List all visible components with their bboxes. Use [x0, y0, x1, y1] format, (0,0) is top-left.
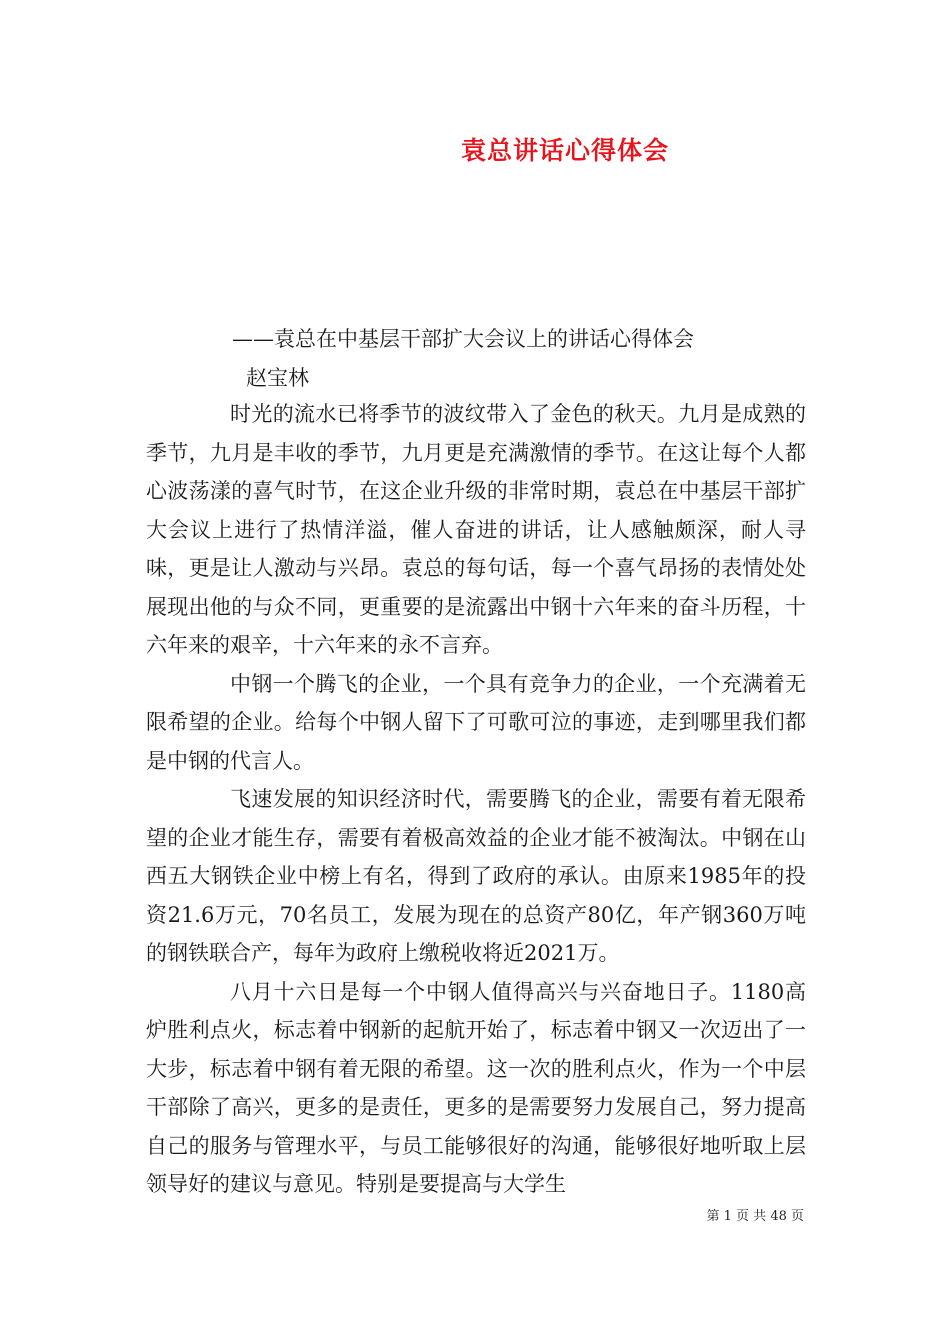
document-body: [146, 395, 806, 1204]
document-subtitle: ——袁总在中基层干部扩大会议上的讲话心得体会: [232, 327, 694, 351]
document-title: 袁总讲话心得体会: [460, 136, 669, 165]
body-paragraph: 中钢一个腾飞的企业，一个具有竞争力的企业，一个充满着无限希望的企业。给每个中钢人留下了可歌可泣的事迹，走到哪里我们都是中钢的代言人。: [146, 671, 806, 773]
author-name: 赵宝林: [246, 366, 309, 390]
body-paragraph: 飞速发展的知识经济时代，需要腾飞的企业，需要有着无限希望的企业才能生存，需要有着极高效益的企业才能不被淘汰。中钢在山西五大钢铁企业中榜上有名，得到了政府的承认。由原来1985年的投资21.6万元，70名员工，发展为现在的总资产80亿，年产钢360万吨的钢铁联合产，每年为政府上缴税收将近2021万。: [146, 787, 806, 965]
body-paragraph: 时光的流水已将季节的波纹带入了金色的秋天。九月是成熟的季节，九月是丰收的季节，九月更是充满激情的季节。在这让每个人都心波荡漾的喜气时节，在这企业升级的非常时期，袁总在中基层干部扩大会议上进行了热情洋溢，催人奋进的讲话，让人感触颇深，耐人寻味，更是让人激动与兴昂。袁总的每句话，每一个喜气昂扬的表情处处展现出他的与众不同，更重要的是流露出中钢十六年来的奋斗历程，十六年来的艰辛，十六年来的永不言弃。: [146, 402, 806, 657]
page-number: 第 1 页 共 48 页: [706, 1209, 804, 1224]
body-paragraph: 八月十六日是每一个中钢人值得高兴与兴奋地日子。1180高炉胜利点火，标志着中钢新的起航开始了，标志着中钢又一次迈出了一大步，标志着中钢有着无限的希望。这一次的胜利点火，作为一个中层干部除了高兴，更多的是责任，更多的是需要努力发展自己，努力提高自己的服务与管理水平，与员工能够很好的沟通，能够很好地听取上层领导好的建议与意见。特别是要提高与大学生: [146, 979, 806, 1196]
